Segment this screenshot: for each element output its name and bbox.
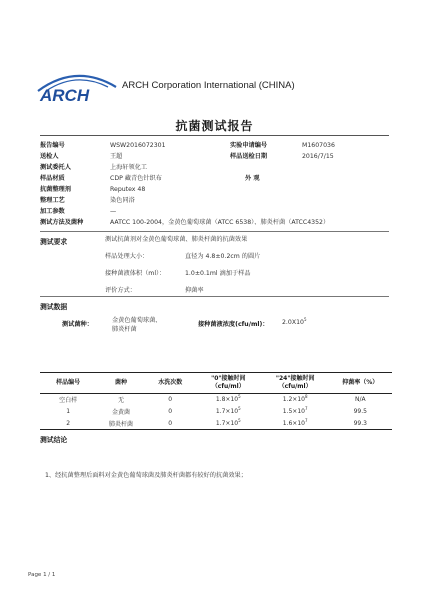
strain-label: 测试菌种： [62, 321, 93, 328]
sample-date: 2016/7/15 [302, 153, 334, 160]
cell-t24: $1.2\times 10^8$ [282, 394, 308, 404]
report-no: WSW2016072301 [110, 142, 166, 149]
info-row [40, 151, 392, 162]
cell-sample-id: 1 [66, 408, 71, 415]
info-row [40, 173, 392, 184]
header-sample-id: 样品编号 [56, 379, 81, 386]
results-table [40, 372, 392, 430]
table-row [40, 406, 392, 418]
report-title: 抗菌测试报告 [175, 119, 254, 133]
table-row [40, 394, 392, 406]
process-label: 整理工艺 [40, 197, 65, 204]
eval: 抑菌率 [185, 287, 204, 294]
cell-sample-id: 空白样 [59, 397, 78, 405]
cell-washes: 0 [168, 396, 173, 404]
cell-rate: 99.3 [353, 419, 367, 427]
inoculum: 1.0±0.1ml 滴加于样品 [185, 270, 251, 277]
appearance-label: 外 观 [245, 175, 260, 182]
cell-washes: 0 [168, 408, 173, 415]
info-row [40, 140, 392, 151]
conc-value [282, 316, 307, 326]
cell-t0: $1.8\times 10^5$ [215, 394, 241, 404]
sample-size-label: 样品处理大小： [105, 253, 149, 260]
process: 染色同浴 [110, 197, 135, 204]
method: AATCC 100-2004，金黄色葡萄球菌（ATCC 6538）、肺炎杆菌（ATCC4352） [110, 219, 330, 226]
section-divider [40, 231, 389, 232]
sample-size: 直径为 4.8±0.2cm 的圆片 [185, 253, 261, 260]
cell-strain: 肺炎杆菌 [108, 420, 133, 428]
header-washes: 水洗次数 [158, 379, 183, 386]
header-rate: 抑菌率（%） [342, 379, 379, 386]
conc-label: 接种菌液浓度(cfu/ml)： [198, 321, 269, 328]
cell-t0: $1.7\times 10^5$ [215, 406, 241, 415]
data-heading: 测试数据 [40, 303, 68, 311]
client: 上海轩领化工 [110, 164, 148, 171]
page-number: Page 1 / 1 [28, 572, 56, 578]
logo-wordmark: ARCH [40, 86, 90, 103]
material-label: 样品材质 [40, 175, 65, 182]
conclusion-heading: 测试结论 [40, 436, 68, 444]
cell-t24: $1.5\times 10^7$ [282, 406, 308, 415]
sample-size-row [105, 251, 260, 262]
header-t24: "24"接触时间 （cfu/ml） [275, 375, 315, 390]
lab-app-no-label: 实验申请编号 [230, 142, 268, 149]
info-row [40, 195, 392, 206]
section-divider [40, 296, 389, 297]
strain-values [112, 316, 162, 334]
table-row [40, 418, 392, 430]
cell-t0: $1.7\times 10^5$ [215, 417, 241, 427]
strain-line: 肺炎杆菌 [112, 326, 137, 333]
cell-t24: $1.6\times 10^7$ [282, 417, 308, 427]
agent-label: 抗菌整理剂 [40, 186, 71, 193]
sample-date-label: 样品送检日期 [230, 153, 268, 160]
inoculum-row [105, 268, 260, 279]
table-header-row [40, 373, 392, 394]
info-row [40, 162, 392, 173]
requirements-heading: 测试要求 [40, 238, 68, 246]
cell-rate: N/A [354, 396, 366, 404]
info-row [40, 217, 392, 228]
header-strain: 菌种 [114, 379, 127, 386]
title-divider [40, 135, 389, 136]
report-no-label: 报告编号 [40, 142, 65, 149]
arch-logo [36, 69, 118, 103]
info-block [40, 140, 392, 228]
eval-row [105, 285, 260, 296]
eval-label: 评价方式： [105, 287, 136, 294]
strain-line: 金黄色葡萄球菌、 [112, 317, 162, 324]
info-row [40, 206, 392, 217]
submitter: 王超 [110, 153, 123, 160]
cell-strain: 无 [117, 397, 124, 405]
info-row [40, 184, 392, 195]
method-label: 测试方法及菌种 [40, 219, 84, 226]
header-t0: "0"接触时间 （cfu/ml） [211, 375, 246, 390]
agent: Reputex 48 [110, 186, 146, 193]
inoculum-label: 接种菌液体积（ml）： [105, 270, 166, 277]
cell-rate: 99.5 [353, 408, 367, 415]
submitter-label: 送检人 [40, 153, 59, 160]
conc-exp: 5 [303, 316, 307, 322]
cell-strain: 金黄菌 [111, 409, 130, 416]
client-label: 测试委托人 [40, 164, 71, 171]
company-name: ARCH Corporation International (CHINA) [122, 80, 295, 91]
conc-base: 2.0X10 [282, 319, 304, 326]
requirements-body [105, 234, 260, 296]
params: — [110, 208, 117, 215]
requirement-line: 测试抗菌剂对金黄色葡萄球菌、肺炎杆菌的抗菌效果 [105, 236, 248, 243]
cell-washes: 0 [168, 419, 173, 427]
material: CDP 藏青色针织布 [110, 175, 162, 182]
conclusion-text: 1、经抗菌整理后面料对金黄色葡萄球菌及肺炎杆菌都有较好的抗菌效果； [45, 472, 247, 479]
params-label: 加工参数 [40, 208, 65, 215]
cell-sample-id: 2 [66, 419, 71, 427]
lab-app-no: M1607036 [302, 142, 335, 149]
